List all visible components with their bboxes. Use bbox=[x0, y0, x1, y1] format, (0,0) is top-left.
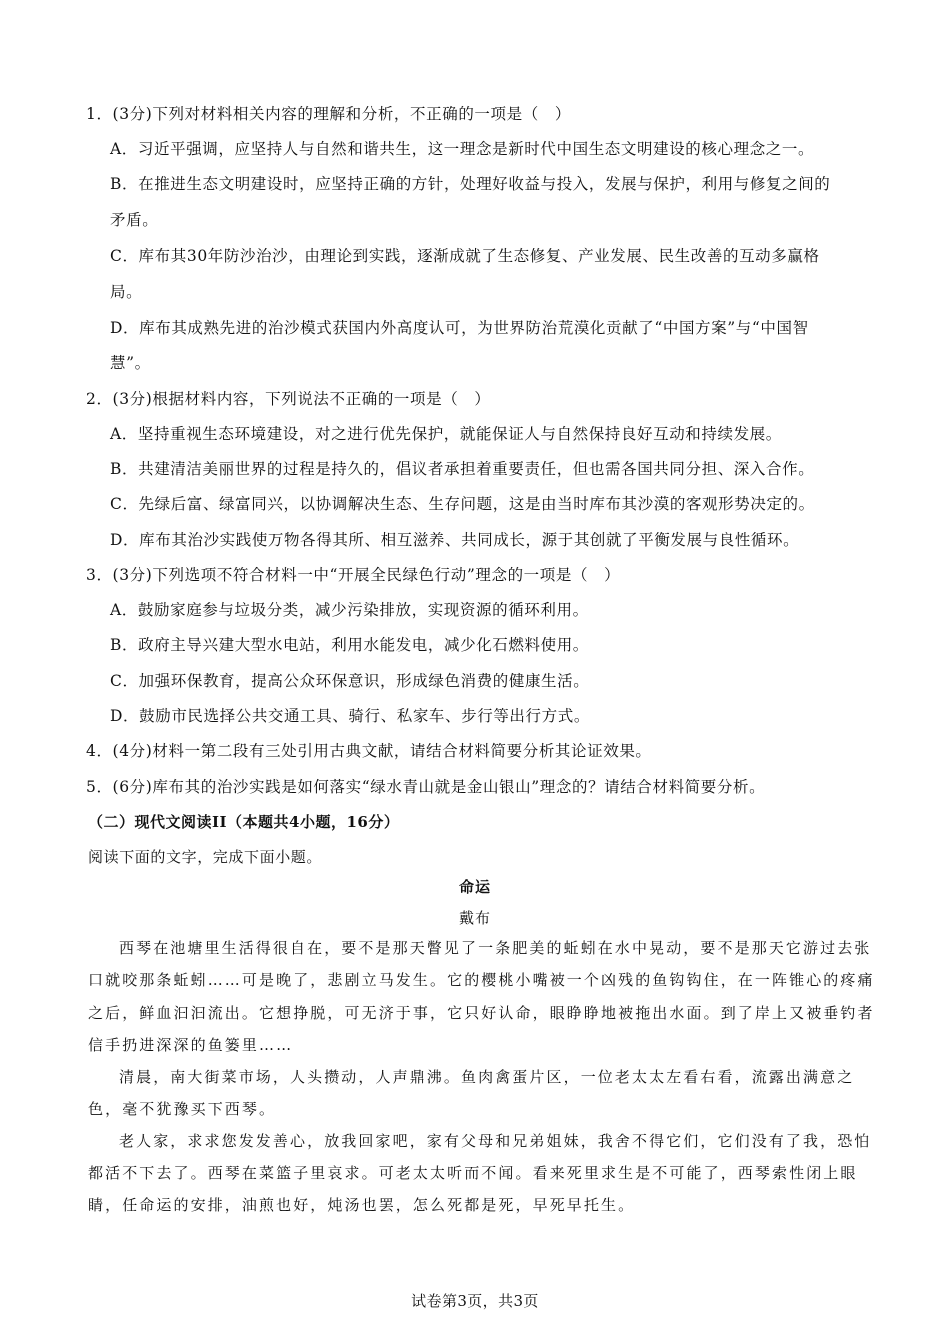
article-paragraph-1-line-1: 西琴在池塘里生活得很自在，要不是那天瞥见了一条肥美的蚯蚓在水中晃动，要不是那天它游过去张 bbox=[119, 939, 872, 957]
question-3-option-b: B．政府主导兴建大型水电站，利用水能发电，减少化石燃料使用。 bbox=[110, 636, 589, 654]
article-paragraph-3-line-2: 都活不下去了。西琴在菜篮子里哀求。可老太太听而不闻。看来死里求生是不可能了，西琴索性闭上眼 bbox=[88, 1164, 858, 1182]
article-paragraph-1-line-4: 信手扔进深深的鱼篓里…… bbox=[88, 1036, 294, 1054]
question-2-stem: 2．(3分)根据材料内容，下列说法不正确的一项是（ ） bbox=[86, 390, 491, 408]
question-1-option-b-cont: 矛盾。 bbox=[110, 211, 159, 229]
question-3-stem: 3．(3分)下列选项不符合材料一中“开展全民绿色行动”理念的一项是（ ） bbox=[86, 566, 621, 584]
question-2-option-c: C．先绿后富、绿富同兴，以协调解决生态、生存问题，这是由当时库布其沙漠的客观形势决定的。 bbox=[110, 495, 815, 513]
question-3-option-a: A．鼓励家庭参与垃圾分类，减少污染排放，实现资源的循环利用。 bbox=[110, 601, 589, 619]
article-paragraph-3-line-1: 老人家，求求您发发善心，放我回家吧，家有父母和兄弟姐妹，我舍不得它们，它们没有了我，恐怕 bbox=[119, 1132, 872, 1150]
question-3-option-d: D．鼓励市民选择公共交通工具、骑行、私家车、步行等出行方式。 bbox=[110, 707, 590, 725]
page-footer: 试卷第3页，共3页 bbox=[411, 1292, 539, 1310]
question-3-option-c: C．加强环保教育，提高公众环保意识，形成绿色消费的健康生活。 bbox=[110, 672, 590, 690]
question-2-option-d: D．库布其治沙实践使万物各得其所、相互滋养、共同成长，源于其创就了平衡发展与良性循环。 bbox=[110, 531, 800, 549]
question-1-option-c: C．库布其30年防沙治沙，由理论到实践，逐渐成就了生态修复、产业发展、民生改善的互动多赢格 bbox=[110, 247, 820, 265]
question-5-stem: 5．(6分)库布其的治沙实践是如何落实“绿水青山就是金山银山”理念的？请结合材料简要分析。 bbox=[86, 778, 766, 796]
article-paragraph-3-line-3: 睛，任命运的安排，油煎也好，炖汤也罢，怎么死都是死，早死早托生。 bbox=[88, 1196, 636, 1214]
question-4-stem: 4．(4分)材料一第二段有三处引用古典文献，请结合材料简要分析其论证效果。 bbox=[86, 742, 652, 760]
question-2-option-b: B．共建清洁美丽世界的过程是持久的，倡议者承担着重要责任，但也需各国共同分担、深入合作。 bbox=[110, 460, 815, 478]
question-2-option-a: A．坚持重视生态环境建设，对之进行优先保护，就能保证人与自然保持良好互动和持续发展。 bbox=[110, 425, 782, 443]
article-paragraph-1-line-3: 之后，鲜血汩汩流出。它想挣脱，可无济于事，它只好认命，眼睁睁地被拖出水面。到了岸上又被垂钓者 bbox=[88, 1004, 875, 1022]
section-heading: （二）现代文阅读II（本题共4小题，16分） bbox=[88, 813, 400, 831]
question-1-option-c-cont: 局。 bbox=[110, 283, 143, 301]
reading-instruction: 阅读下面的文字，完成下面小题。 bbox=[88, 848, 323, 866]
question-1-option-a: A．习近平强调，应坚持人与自然和谐共生，这一理念是新时代中国生态文明建设的核心理念之一。 bbox=[110, 140, 815, 158]
article-author: 戴布 bbox=[458, 909, 491, 927]
article-paragraph-2-line-1: 清晨，南大街菜市场，人头攒动，人声鼎沸。鱼肉禽蛋片区，一位老太太左看右看，流露出满意之 bbox=[119, 1068, 855, 1086]
article-paragraph-1-line-2: 口就咬那条蚯蚓……可是晚了，悲剧立马发生。它的樱桃小嘴被一个凶残的鱼钩钩住，在一阵锥心的疼痛 bbox=[88, 971, 875, 989]
question-1-option-d-cont: 慧”。 bbox=[110, 354, 151, 372]
question-1-stem: 1．(3分)下列对材料相关内容的理解和分析，不正确的一项是（ ） bbox=[86, 105, 572, 123]
question-1-option-b: B．在推进生态文明建设时，应坚持正确的方针，处理好收益与投入，发展与保护，利用与修复之间的 bbox=[110, 175, 831, 193]
article-paragraph-2-line-2: 色，毫不犹豫买下西琴。 bbox=[88, 1100, 277, 1118]
question-1-option-d: D．库布其成熟先进的治沙模式获国内外高度认可，为世界防治荒漠化贡献了“中国方案”与“中国智 bbox=[110, 319, 809, 337]
article-title: 命运 bbox=[458, 878, 491, 896]
